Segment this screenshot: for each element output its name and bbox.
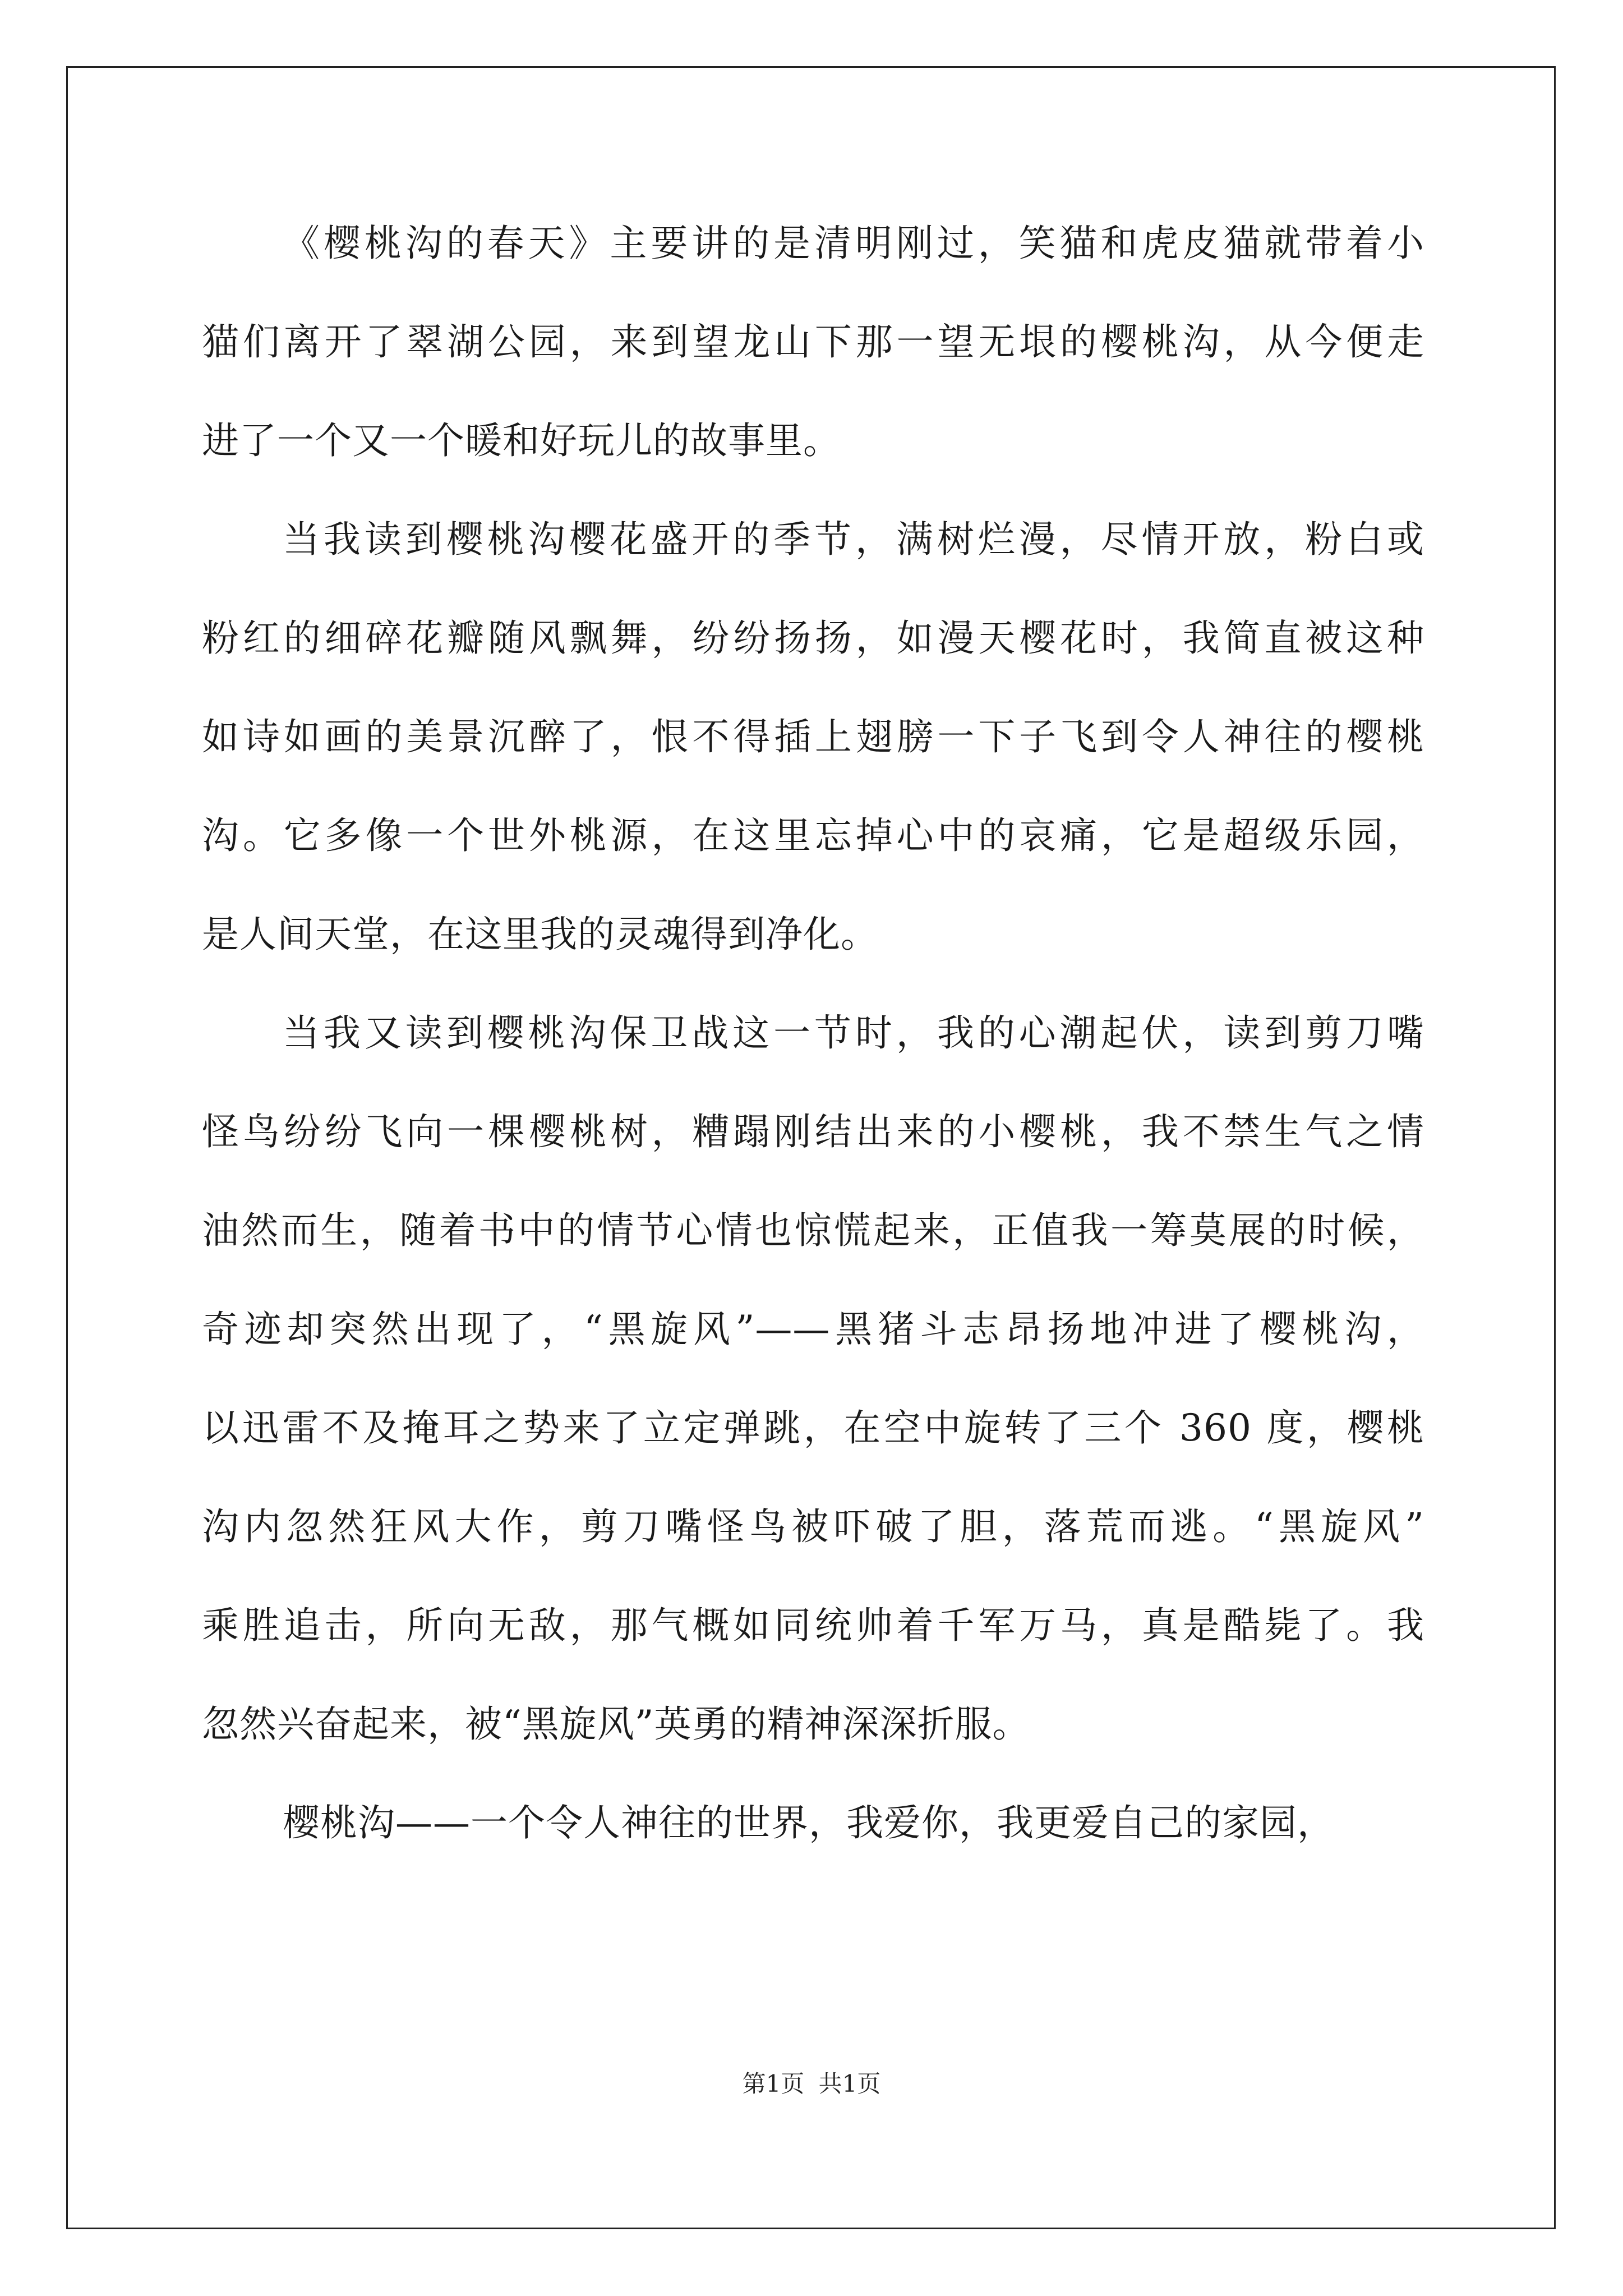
paragraph-3-line-6: 沟内忽然狂风大作，剪刀嘴怪鸟被吓破了胆，落荒而逃。“黑旋风” [202, 1505, 1424, 1548]
paragraph-2-line-4: 沟。它多像一个世外桃源，在这里忘掉心中的哀痛，它是超级乐园， [202, 814, 1424, 857]
paragraph-2-line-5: 是人间天堂，在这里我的灵魂得到净化。 [202, 913, 878, 956]
paragraph-3-line-1: 当我又读到樱桃沟保卫战这一节时，我的心潮起伏，读到剪刀嘴 [283, 1011, 1424, 1055]
paragraph-1-line-2: 猫们离开了翠湖公园，来到望龙山下那一望无垠的樱桃沟，从今便走 [202, 320, 1424, 364]
paragraph-3-line-5: 以迅雷不及掩耳之势来了立定弹跳，在空中旋转了三个 360 度，樱桃 [202, 1406, 1424, 1450]
paragraph-3-line-3: 油然而生，随着书中的情节心情也惊慌起来，正值我一筹莫展的时候， [202, 1209, 1424, 1252]
paragraph-1-line-3: 进了一个又一个暖和好玩儿的故事里。 [202, 419, 841, 462]
page-number: 第1页 [742, 2070, 805, 2097]
page-total: 共1页 [818, 2070, 881, 2097]
paragraph-2-line-2: 粉红的细碎花瓣随风飘舞，纷纷扬扬，如漫天樱花时，我简直被这种 [202, 616, 1424, 660]
paragraph-4-line-1: 樱桃沟——一个令人神往的世界，我爱你，我更爱自己的家园， [283, 1801, 1335, 1844]
paragraph-3-line-4: 奇迹却突然出现了，“黑旋风”——黑猪斗志昂扬地冲进了樱桃沟， [202, 1308, 1424, 1351]
paragraph-1-line-1: 《樱桃沟的春天》主要讲的是清明刚过，笑猫和虎皮猫就带着小 [283, 222, 1424, 265]
paragraph-3-line-2: 怪鸟纷纷飞向一棵樱桃树，糟蹋刚结出来的小樱桃，我不禁生气之情 [202, 1110, 1424, 1153]
paragraph-2-line-3: 如诗如画的美景沉醉了，恨不得插上翅膀一下子飞到令人神往的樱桃 [202, 715, 1424, 758]
paragraph-3-line-7: 乘胜追击，所向无敌，那气概如同统帅着千军万马，真是酷毙了。我 [202, 1604, 1424, 1647]
paragraph-3-line-8: 忽然兴奋起来，被“黑旋风”英勇的精神深深折服。 [202, 1703, 1030, 1746]
paragraph-2-line-1: 当我读到樱桃沟樱花盛开的季节，满树烂漫，尽情开放，粉白或 [283, 518, 1424, 561]
page-footer [0, 2070, 1623, 2098]
